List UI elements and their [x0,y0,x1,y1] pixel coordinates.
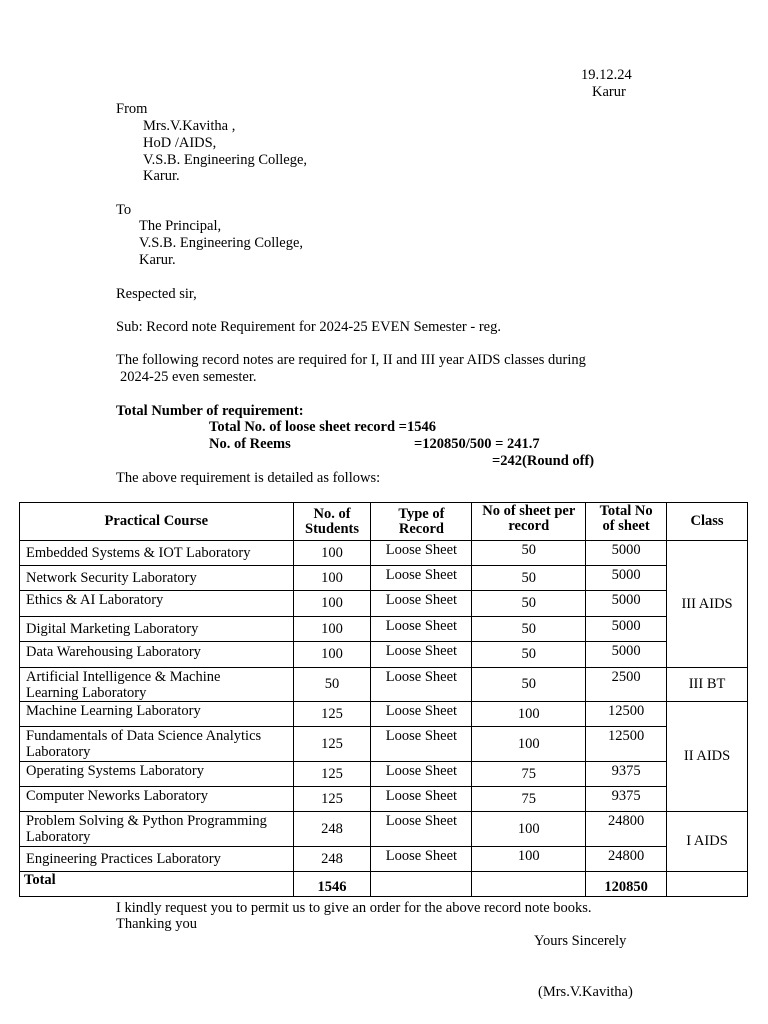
students-cell: 125 [293,787,371,812]
record-type-cell: Loose Sheet [371,668,472,702]
empty-cell [371,872,472,897]
table-row [20,702,748,727]
record-type-cell: Loose Sheet [371,812,472,847]
students-cell: 100 [293,617,371,642]
total-sheets-cell: 24800 [586,812,667,847]
table-row [20,847,748,872]
header-text: record [508,518,550,534]
students-cell: 100 [293,591,371,617]
subject-line: Sub: Record note Requirement for 2024-25 EVEN Semester - reg. [116,319,501,335]
to-line: V.S.B. Engineering College, [139,235,304,251]
course-cell [20,727,294,762]
total-sheets-cell: 5000 [586,617,667,642]
students-cell: 248 [293,812,371,847]
summary-reems-calc: =120850/500 = 241.7 [414,436,540,452]
table-row [20,668,748,702]
table-row [20,762,748,787]
salutation: Respected sir, [116,286,197,302]
record-type-cell: Loose Sheet [371,541,472,566]
from-line: V.S.B. Engineering College, [143,152,308,168]
sheets-per-record-cell: 50 [472,617,586,642]
header-type-of-record [371,503,472,541]
record-type-cell: Loose Sheet [371,566,472,591]
header-text: Record [398,520,444,537]
closing-request: I kindly request you to permit us to give an order for the above record note books. [116,900,592,916]
total-sheets: 120850 [586,872,667,897]
signature-name: (Mrs.V.Kavitha) [538,984,633,1000]
total-sheets-cell: 12500 [586,727,667,762]
table-row [20,566,748,591]
detail-intro: The above requirement is detailed as follows: [116,470,381,486]
header-text: No. of [313,505,351,522]
header-text: Total No [599,503,653,519]
requirement-table [19,502,748,897]
total-sheets-cell: 2500 [586,668,667,702]
students-cell: 100 [293,566,371,591]
empty-cell [667,872,748,897]
record-type-cell: Loose Sheet [371,617,472,642]
summary-loose-sheet: Total No. of loose sheet record =1546 [209,419,436,435]
header-text: of sheet [602,518,650,534]
record-type-cell: Loose Sheet [371,642,472,668]
record-type-cell: Loose Sheet [371,787,472,812]
from-line: HoD /AIDS, [143,135,217,151]
course-text: Fundamentals of Data Science Analytics [26,728,262,744]
header-text: Students [305,520,360,537]
table-row [20,617,748,642]
closing-thanks: Thanking you [116,916,197,932]
course-text: Laboratory [26,829,91,845]
body-line: The following record notes are required for I, II and III year AIDS classes during [116,352,586,368]
sheets-per-record-cell: 100 [472,702,586,727]
table-row [20,642,748,668]
record-type-cell: Loose Sheet [371,762,472,787]
course-cell [20,668,294,702]
total-sheets-cell: 24800 [586,847,667,872]
students-cell: 248 [293,847,371,872]
students-cell: 125 [293,702,371,727]
table-row [20,787,748,812]
course-cell: Data Warehousing Laboratory [20,642,294,668]
course-text: Laboratory [26,744,91,760]
sheets-per-record-cell: 50 [472,566,586,591]
from-line: Karur. [143,168,180,184]
sheets-per-record-cell: 50 [472,642,586,668]
table-header-row [20,503,748,541]
course-cell: Digital Marketing Laboratory [20,617,294,642]
class-cell-iii-bt: III BT [667,668,748,702]
class-cell-ii-aids: II AIDS [667,702,748,812]
summary-reems-label: No. of Reems [209,436,291,452]
table-row [20,591,748,617]
table-total-row [20,872,748,897]
total-sheets-cell: 5000 [586,642,667,668]
from-label: From [116,101,148,117]
students-cell: 125 [293,727,371,762]
sheets-per-record-cell: 100 [472,812,586,847]
course-cell: Engineering Practices Laboratory [20,847,294,872]
header-practical-course: Practical Course [20,503,294,541]
course-cell: Computer Neworks Laboratory [20,787,294,812]
record-type-cell: Loose Sheet [371,727,472,762]
header-total-sheets [586,503,667,541]
record-type-cell: Loose Sheet [371,702,472,727]
course-cell: Embedded Systems & IOT Laboratory [20,541,294,566]
total-sheets-cell: 5000 [586,541,667,566]
header-class: Class [667,503,748,541]
record-type-cell: Loose Sheet [371,591,472,617]
empty-cell [472,872,586,897]
course-cell: Operating Systems Laboratory [20,762,294,787]
course-text: Artificial Intelligence & Machine [26,668,221,685]
table-row [20,727,748,762]
course-cell [20,812,294,847]
class-cell-i-aids: I AIDS [667,812,748,872]
students-cell: 50 [293,668,371,702]
students-cell: 125 [293,762,371,787]
sheets-per-record-cell: 50 [472,541,586,566]
from-line: Mrs.V.Kavitha , [143,118,236,134]
total-label: Total [20,872,294,897]
to-label: To [116,202,132,218]
to-line: The Principal, [139,218,222,234]
total-students: 1546 [293,872,371,897]
table-row [20,812,748,847]
course-cell: Network Security Laboratory [20,566,294,591]
total-sheets-cell: 12500 [586,702,667,727]
header-no-of-students [293,503,371,541]
sheets-per-record-cell: 100 [472,847,586,872]
body-line: 2024-25 even semester. [120,369,257,385]
class-cell-iii-aids: III AIDS [667,541,748,668]
course-text: Problem Solving & Python Programming [26,813,267,829]
total-sheets-cell: 9375 [586,762,667,787]
to-line: Karur. [139,252,176,268]
sheets-per-record-cell: 100 [472,727,586,762]
total-sheets-cell: 5000 [586,591,667,617]
summary-heading: Total Number of requirement: [116,403,304,419]
students-cell: 100 [293,541,371,566]
course-cell: Machine Learning Laboratory [20,702,294,727]
course-text: Learning Laboratory [26,684,147,701]
table-row [20,541,748,566]
students-cell: 100 [293,642,371,668]
course-cell: Ethics & AI Laboratory [20,591,294,617]
sheets-per-record-cell: 50 [472,591,586,617]
record-type-cell: Loose Sheet [371,847,472,872]
header-text: Type of [398,505,445,522]
sheets-per-record-cell: 75 [472,787,586,812]
sheets-per-record-cell: 50 [472,668,586,702]
total-sheets-cell: 9375 [586,787,667,812]
header-sheets-per-record [472,503,586,541]
letter-place: Karur [592,84,626,100]
sheets-per-record-cell: 75 [472,762,586,787]
total-sheets-cell: 5000 [586,566,667,591]
summary-reems-round: =242(Round off) [492,453,595,469]
header-text: No of sheet per [482,503,576,519]
letter-date: 19.12.24 [581,67,632,83]
closing-yours: Yours Sincerely [534,933,627,949]
